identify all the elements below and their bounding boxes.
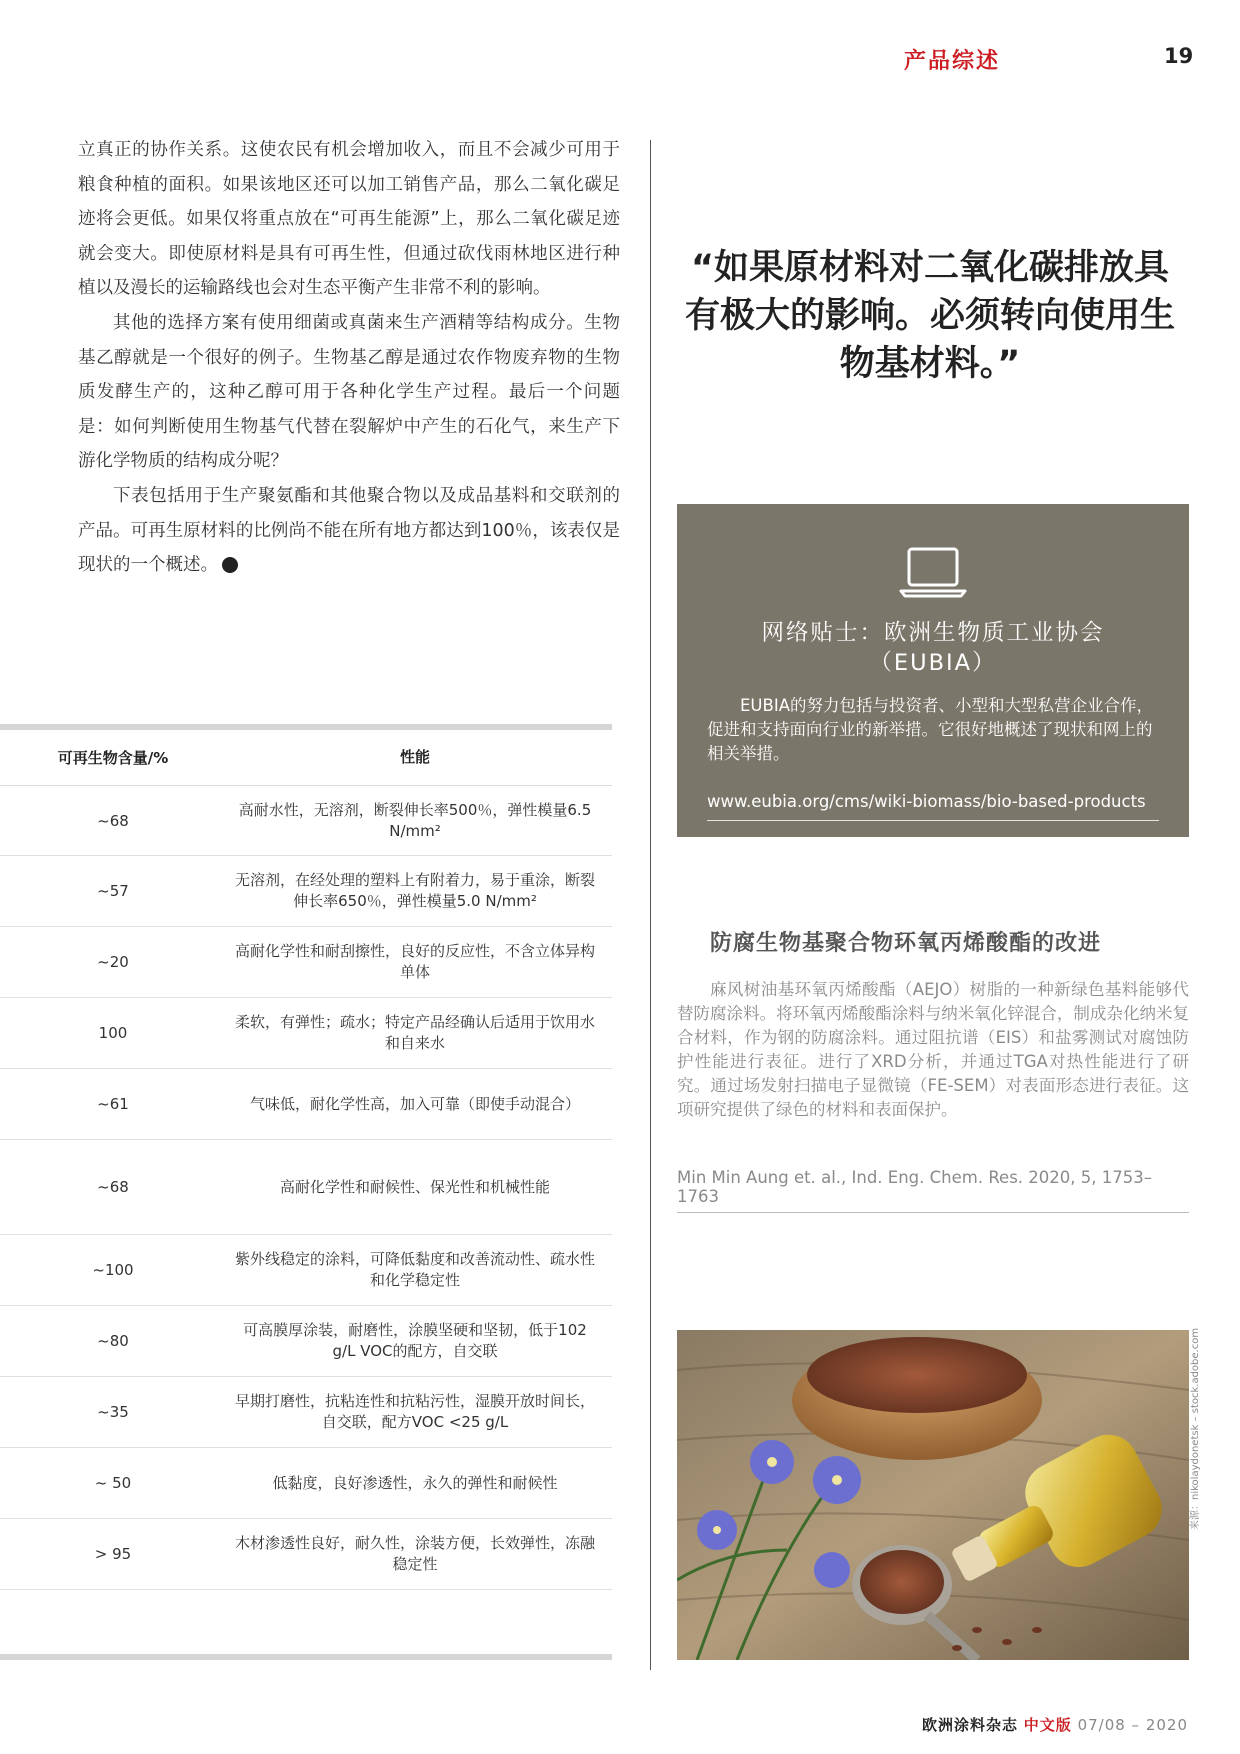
table-row [0, 1448, 612, 1519]
paragraph-2: 其他的选择方案有使用细菌或真菌来生产酒精等结构成分。生物基乙醇就是一个很好的例子。生物基乙醇是通过农作物废弃物的生物质发酵生产的，这种乙醇可用于各种化学生产过程。最后一个问题是：如何判断使用生物基气代替在裂解炉中产生的石化气，来生产下游化学物质的结构成分呢？ [78, 312, 620, 472]
table-row [0, 927, 612, 998]
cell-performance: 无溶剂，在经处理的塑料上有附着力，易于重涂，断裂伸长率650％，弹性模量5.0 N/mm² [234, 871, 595, 910]
paragraph-3-text: 下表包括用于生产聚氨酯和其他聚合物以及成品基料和交联剂的产品。可再生原材料的比例尚不能在所有地方都达到100％，该表仅是现状的一个概述。 [78, 485, 620, 576]
cell-performance: 紫外线稳定的涂料，可降低黏度和改善流动性、疏水性和化学稳定性 [234, 1250, 595, 1289]
properties-table [0, 724, 612, 1660]
pull-quote: “如果原材料对二氧化碳排放具有极大的影响。必须转向使用生物基材料。” [684, 248, 1175, 384]
table-row [0, 1306, 612, 1377]
cell-performance: 高耐水性，无溶剂，断裂伸长率500％，弹性模量6.5 N/mm² [238, 800, 592, 840]
table-row [0, 856, 612, 927]
laptop-icon [899, 546, 967, 598]
cell-content: > 95 [94, 1545, 132, 1563]
cell-content: ~35 [97, 1403, 129, 1421]
footer-date: 07/08 – 2020 [1077, 1716, 1188, 1734]
cell-content: ~ 50 [94, 1474, 132, 1492]
table-row [0, 786, 612, 856]
cell-performance: 木材渗透性良好，耐久性，涂装方便，长效弹性，冻融稳定性 [234, 1534, 595, 1573]
header-performance: 性能 [399, 748, 430, 766]
flaxseed-photo [677, 1330, 1189, 1660]
cell-content: ~100 [92, 1261, 134, 1279]
section-title: 产品综述 [903, 49, 1000, 74]
cell-content: ~68 [97, 811, 129, 830]
cell-content: ~61 [97, 1095, 129, 1113]
paragraph-1: 立真正的协作关系。这使农民有机会增加收入，而且不会减少可用于粮食种植的面积。如果该地区还可以加工销售产品，那么二氧化碳足迹将会更低。如果仅将重点放在“可再生能源”上，那么二氧化碳足迹就会变大。即使原材料是具有可再生性，但通过砍伐雨林地区进行种植以及漫长的运输路线也会对生态平衡产生非常不利的影响。 [78, 140, 620, 299]
column-divider [650, 140, 651, 1670]
flaxseed-illustration [677, 1330, 1189, 1660]
photo-credit: 来源：nikolaydonetsk – stock.adobe.com [1190, 1327, 1201, 1530]
cell-performance: 柔软，有弹性；疏水；特定产品经确认后适用于饮用水和自来水 [234, 1013, 595, 1052]
cell-performance: 高耐化学性和耐候性、保光性和机械性能 [279, 1177, 550, 1196]
aside-title: 防腐生物基聚合物环氧丙烯酸酯的改进 [710, 931, 1102, 956]
footer [922, 1714, 1188, 1735]
cell-content: ~80 [97, 1332, 129, 1350]
cell-performance: 高耐化学性和耐刮擦性，良好的反应性，不含立体异构单体 [234, 942, 595, 981]
table-bottom-bar [0, 1654, 612, 1660]
table-row [0, 1069, 612, 1140]
table-row [0, 1519, 612, 1590]
cell-content: ~57 [97, 882, 129, 900]
table-spacer [0, 1590, 612, 1654]
end-mark-icon: ❮ [222, 557, 238, 573]
web-tip-title-line2: （EUBIA） [869, 650, 997, 676]
table-row [0, 1377, 612, 1448]
cell-performance: 低黏度，良好渗透性，永久的弹性和耐候性 [272, 1473, 558, 1492]
aside-text: 麻风树油基环氧丙烯酸酯（AEJO）树脂的一种新绿色基料能够代替防腐涂料。将环氧丙烯酸酯涂料与纳米氧化锌混合，制成杂化纳米复合材料，作为钢的防腐涂料。通过阻抗谱（EIS）和盐雾测试对腐蚀防护性能进行表征。进行了XRD分析，并通过TGA对热性能进行了研究。通过场发射扫描电子显微镜（FE-SEM）对表面形态进行表征。这项研究提供了绿色的材料和表面保护。 [677, 980, 1189, 1119]
footer-edition: 中文版 [1023, 1716, 1072, 1734]
web-tip-link[interactable]: www.eubia.org/cms/wiki-biomass/bio-based-products [707, 790, 1159, 821]
body-text [78, 133, 620, 583]
header-content: 可再生物含量/% [57, 749, 169, 767]
web-tip-title [677, 618, 1189, 678]
table-row [0, 1235, 612, 1306]
paragraph-3 [78, 479, 620, 583]
cell-content: ~68 [97, 1178, 129, 1196]
table-header [0, 730, 612, 786]
page-number: 19 [1164, 44, 1194, 68]
web-tip-title-line1: 网络贴士：欧洲生物质工业协会 [761, 620, 1105, 646]
cell-performance: 早期打磨性，抗粘连性和抗粘污性，湿膜开放时间长，自交联，配方VOC <25 g/L [234, 1392, 595, 1431]
web-tip-description: EUBIA的努力包括与投资者、小型和大型私营企业合作，促进和支持面向行业的新举措。它很好地概述了现状和网上的相关举措。 [707, 696, 1153, 763]
cell-content: ~20 [97, 953, 129, 971]
cell-content: 100 [98, 1024, 128, 1042]
aside-reference: Min Min Aung et. al., Ind. Eng. Chem. Res. 2020, 5, 1753–1763 [677, 1168, 1189, 1213]
footer-magazine: 欧洲涂料杂志 [921, 1716, 1018, 1734]
table-row [0, 998, 612, 1069]
cell-performance: 气味低，耐化学性高，加入可靠（即使手动混合） [249, 1094, 580, 1113]
table-row [0, 1140, 612, 1235]
cell-performance: 可高膜厚涂装，耐磨性，涂膜坚硬和坚韧，低于102 g/L VOC的配方，自交联 [243, 1321, 587, 1360]
web-tip-box [677, 504, 1189, 837]
